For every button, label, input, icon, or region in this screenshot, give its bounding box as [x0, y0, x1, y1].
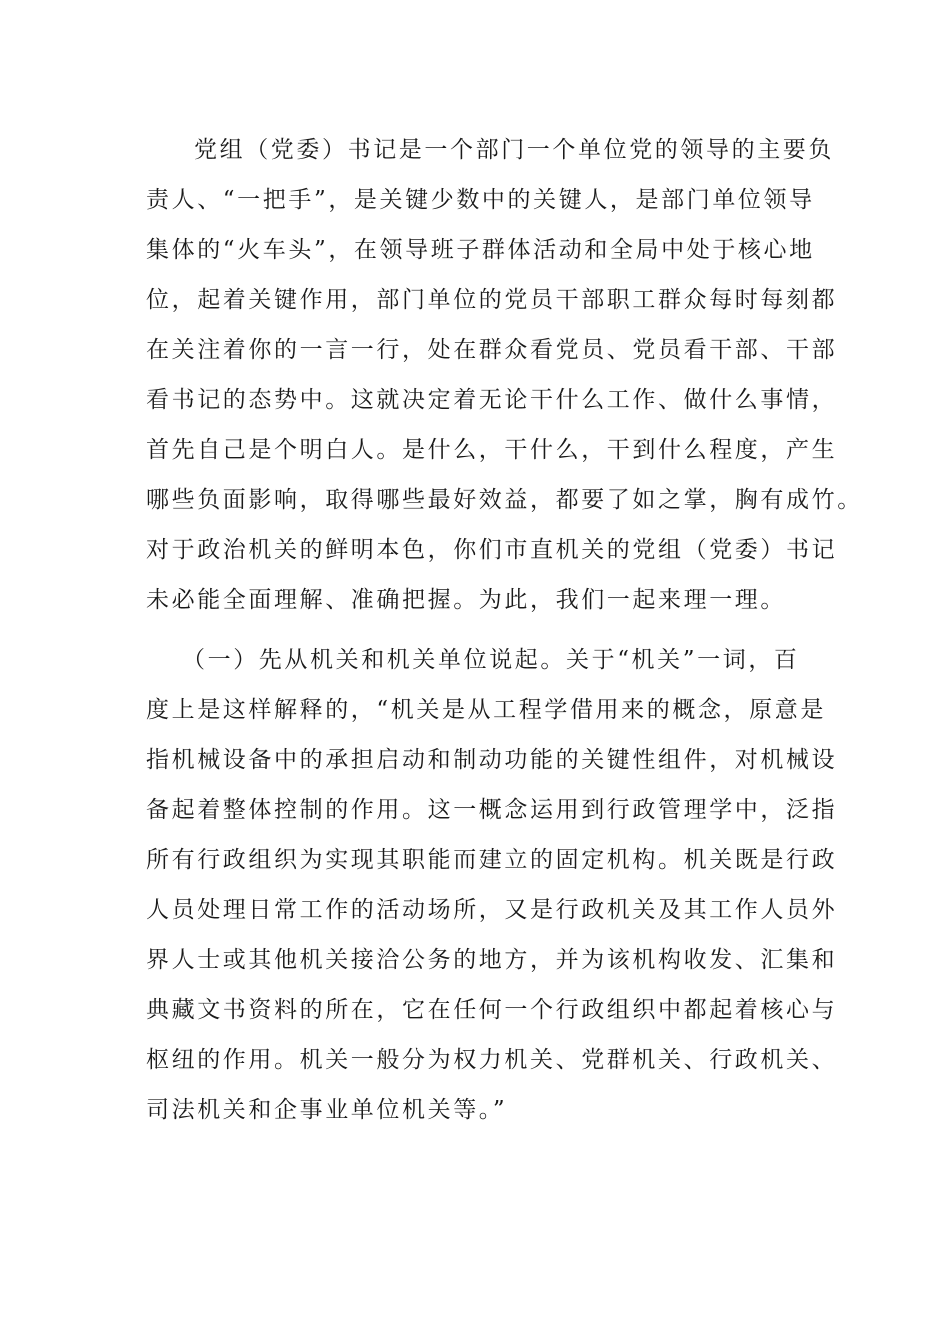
paragraph-line: 指机械设备中的承担启动和制动功能的关键性组件，对机械设: [146, 747, 838, 773]
paragraph-line: 备起着整体控制的作用。这一概念运用到行政管理学中，泛指: [146, 797, 838, 823]
paragraph-line: 党组（党委）书记是一个部门一个单位党的领导的主要负: [194, 137, 834, 163]
paragraph-line: 枢纽的作用。机关一般分为权力机关、党群机关、行政机关、: [146, 1047, 838, 1073]
paragraph-line: 位，起着关键作用，部门单位的党员干部职工群众每时每刻都: [146, 287, 838, 313]
paragraph-line: 未必能全面理解、准确把握。为此，我们一起来理一理。: [146, 587, 786, 613]
paragraph-line: 在关注着你的一言一行，处在群众看党员、党员看干部、干部: [146, 337, 838, 363]
paragraph-line: 集体的“火车头”，在领导班子群体活动和全局中处于核心地: [146, 237, 815, 263]
paragraph-line: 对于政治机关的鲜明本色，你们市直机关的党组（党委）书记: [146, 537, 838, 563]
paragraph-line: 看书记的态势中。这就决定着无论干什么工作、做什么事情，: [146, 387, 838, 413]
paragraph-line: 责人、“一把手”，是关键少数中的关键人，是部门单位领导: [146, 187, 815, 213]
paragraph-line: 首先自己是个明白人。是什么，干什么，干到什么程度，产生: [146, 437, 838, 463]
paragraph-line: 典藏文书资料的所在，它在任何一个行政组织中都起着核心与: [146, 997, 838, 1023]
paragraph-line: 哪些负面影响，取得哪些最好效益，都要了如之掌，胸有成竹。: [146, 487, 863, 513]
paragraph-line: 界人士或其他机关接洽公务的地方，并为该机构收发、汇集和: [146, 947, 838, 973]
paragraph-line: 度上是这样解释的，“机关是从工程学借用来的概念，原意是: [146, 697, 826, 723]
paragraph-line: （一）先从机关和机关单位说起。关于“机关”一词，百: [182, 647, 800, 673]
paragraph-line: 人员处理日常工作的活动场所，又是行政机关及其工作人员外: [146, 897, 838, 923]
paragraph-line: 所有行政组织为实现其职能而建立的固定机构。机关既是行政: [146, 847, 838, 873]
paragraph-line: 司法机关和企事业单位机关等。”: [146, 1097, 508, 1123]
